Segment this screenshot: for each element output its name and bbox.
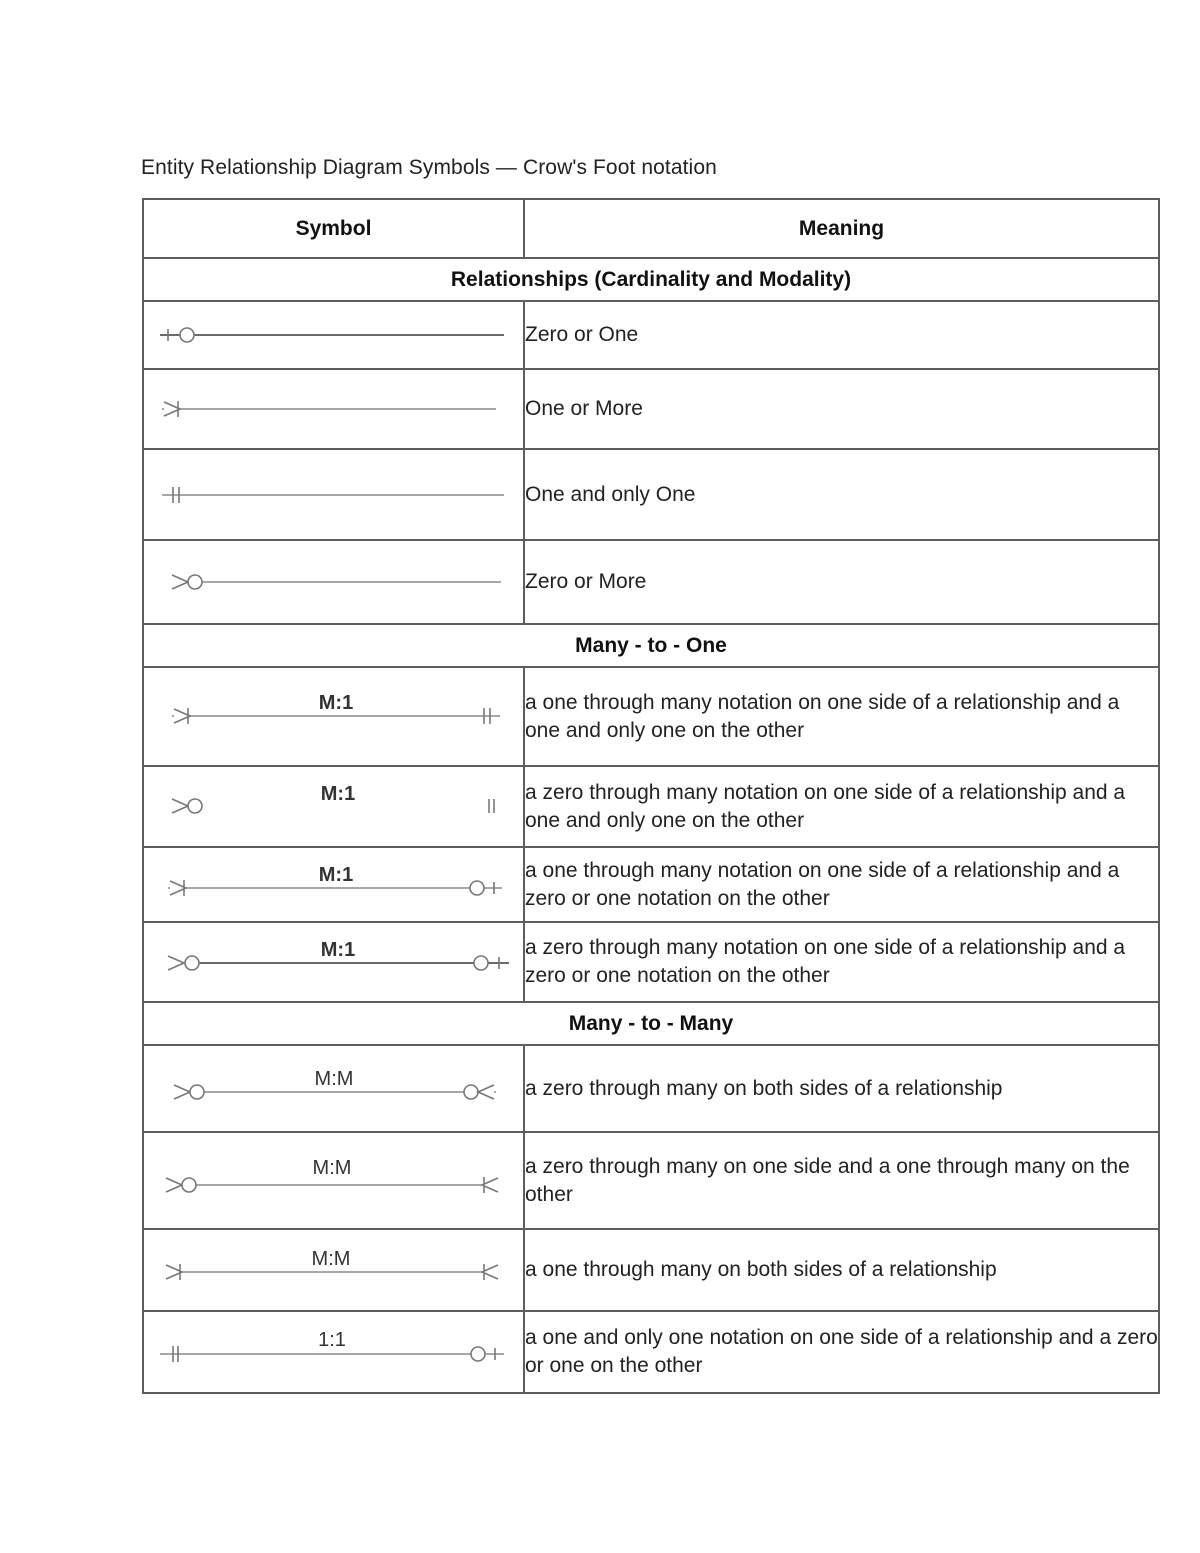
table-row <box>143 1045 1159 1132</box>
meaning-text: a one through many notation on one side of a relationship and a zero or one notation on the other <box>524 847 1159 922</box>
cardinality-label: 1:1 <box>318 1329 346 1351</box>
cardinality-label: M:1 <box>320 939 356 961</box>
one-and-only-one-symbol <box>143 449 524 540</box>
cardinality-label: M:M <box>314 1068 354 1090</box>
meaning-text: a zero through many on both sides of a relationship <box>524 1045 1159 1132</box>
section-relationships: Relationships (Cardinality and Modality) <box>143 258 1159 301</box>
section-many-to-one: Many - to - One <box>143 624 1159 667</box>
cardinality-label: M:1 <box>318 864 354 886</box>
mm-one-or-more-both-symbol <box>143 1229 524 1311</box>
symbol-column-header: Symbol <box>143 199 524 258</box>
one-to-one-symbol <box>143 1311 524 1393</box>
page-title: Entity Relationship Diagram Symbols — Crow's Foot notation <box>141 156 717 179</box>
table-row <box>143 847 1159 922</box>
section-row <box>143 1002 1159 1045</box>
table-row <box>143 540 1159 624</box>
section-row <box>143 258 1159 301</box>
m1-one-or-more-to-one-symbol <box>143 667 524 766</box>
m1-zero-or-more-to-one-symbol <box>143 766 524 847</box>
cardinality-label: M:1 <box>318 692 354 714</box>
meaning-text: a zero through many notation on one side of a relationship and a one and only one on the other <box>524 766 1159 847</box>
m1-zero-or-more-to-zero-or-one-symbol <box>143 922 524 1002</box>
mm-zero-or-more-to-one-or-more-symbol <box>143 1132 524 1229</box>
meaning-column-header: Meaning <box>524 199 1159 258</box>
section-many-to-many: Many - to - Many <box>143 1002 1159 1045</box>
meaning-text: a zero through many on one side and a one through many on the other <box>524 1132 1159 1229</box>
cardinality-label: M:M <box>312 1157 352 1179</box>
table-row <box>143 922 1159 1002</box>
table-row <box>143 1229 1159 1311</box>
table-row <box>143 301 1159 369</box>
zero-or-more-symbol <box>143 540 524 624</box>
meaning-text: One and only One <box>524 449 1159 540</box>
cardinality-label: M:1 <box>320 783 356 805</box>
cardinality-label: M:M <box>311 1248 351 1270</box>
section-row <box>143 624 1159 667</box>
meaning-text: Zero or More <box>524 540 1159 624</box>
meaning-text: Zero or One <box>524 301 1159 369</box>
meaning-text: a one through many notation on one side of a relationship and a one and only one on the other <box>524 667 1159 766</box>
zero-or-one-symbol <box>143 301 524 369</box>
meaning-text: a one through many on both sides of a relationship <box>524 1229 1159 1311</box>
meaning-text: One or More <box>524 369 1159 449</box>
m1-one-or-more-to-zero-or-one-symbol <box>143 847 524 922</box>
table-row <box>143 667 1159 766</box>
table-row <box>143 1311 1159 1393</box>
meaning-text: a zero through many notation on one side of a relationship and a zero or one notation on the other <box>524 922 1159 1002</box>
table-row <box>143 369 1159 449</box>
table-header-row <box>143 199 1159 258</box>
mm-zero-or-more-both-symbol <box>143 1045 524 1132</box>
meaning-text: a one and only one notation on one side of a relationship and a zero or one on the other <box>524 1311 1159 1393</box>
table-row <box>143 766 1159 847</box>
table-row <box>143 1132 1159 1229</box>
erd-symbols-table <box>142 198 1160 1394</box>
one-or-more-symbol <box>143 369 524 449</box>
table-row <box>143 449 1159 540</box>
